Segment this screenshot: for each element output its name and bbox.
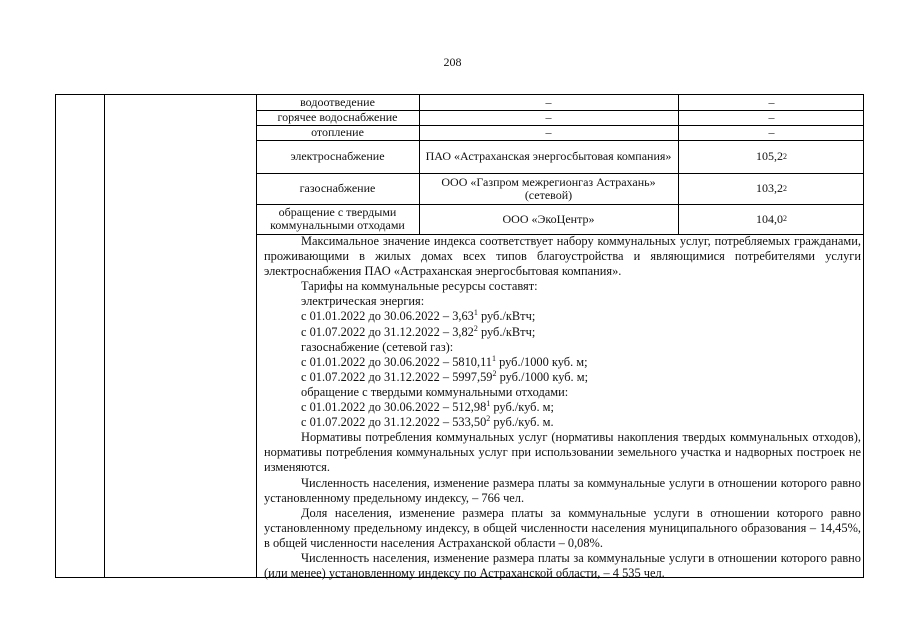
tariff-line: с 01.07.2022 до 31.12.2022 – 533,50$^2$ руб./куб. м.	[301, 414, 554, 430]
service-cell: водоотведение	[300, 95, 375, 109]
index-value: 104,0	[756, 211, 783, 226]
provider-cell: ПАО «Астраханская энергосбытовая компания»	[425, 149, 672, 163]
paragraph-share: Доля населения, изменение размера платы за коммунальные услуги в отношении которого равно установленному предельному индексу, в общей численности населения муниципального образования – 14,45%, в общей численности населения Астраханской области – 0,08%.	[264, 505, 861, 550]
paragraph-region: Численность населения, изменение размера платы за коммунальные услуги в отношении которого равно (или менее) установленному индексу по Астраханской области, – 4 535 чел.	[264, 550, 861, 581]
index-cell: 103,2 2	[756, 181, 787, 195]
service-cell: горячее водоснабжение	[277, 110, 398, 124]
paragraph-max-index: Максимальное значение индекса соответствует набору коммунальных услуг, потребляемых гражданами, проживающими в жилых домах всех типов благоустройства и являющимися потребителями услуги электроснабжения ПАО «Астраханская энергосбытовая компания».	[264, 234, 861, 279]
provider-cell: ООО «ЭкоЦентр»	[502, 211, 595, 226]
tariff-line: с 01.01.2022 до 30.06.2022 – 3,63$^1$ руб./кВтч;	[301, 308, 536, 324]
service-cell: обращение с твердыми коммунальными отходами	[270, 205, 405, 232]
service-cell: отопление	[311, 125, 364, 139]
tariff-line: с 01.07.2022 до 31.12.2022 – 5997,59$^2$ руб./1000 куб. м;	[301, 368, 589, 384]
page-number: 208	[443, 55, 462, 69]
provider-cell: –	[545, 125, 552, 139]
tariff-line: с 01.01.2022 до 30.06.2022 – 5810,11$^1$ руб./1000 куб. м;	[301, 353, 588, 369]
provider-cell: ООО «Газпром межрегионгаз Астрахань» (сетевой)	[441, 174, 656, 202]
index-cell: –	[768, 110, 775, 124]
tariffs-title: Тарифы на коммунальные ресурсы составят:	[301, 279, 538, 294]
tariff-line: с 01.01.2022 до 30.06.2022 – 512,98$^1$ руб./куб. м;	[301, 398, 554, 415]
gas-title: газоснабжение (сетевой газ):	[301, 339, 454, 354]
index-cell: 104,0 2	[756, 211, 787, 226]
index-cell: –	[768, 125, 775, 139]
service-cell: газоснабжение	[299, 181, 376, 195]
waste-title: обращение с твердыми коммунальными отходами:	[301, 384, 569, 399]
provider-cell: –	[545, 95, 552, 109]
body-text	[264, 234, 861, 581]
index-value: 103,2	[756, 181, 783, 195]
index-value: 105,2	[756, 149, 783, 163]
provider-cell: –	[545, 110, 552, 124]
electric-title: электрическая энергия:	[301, 294, 425, 309]
paragraph-norms: Нормативы потребления коммунальных услуг (нормативы накопления твердых коммунальных отходов), нормативы потребления коммунальных услуг при использовании земельного участка и надворных построек не изменяются.	[264, 430, 861, 475]
column-divider	[104, 95, 105, 577]
document-table	[55, 94, 864, 581]
service-cell: электроснабжение	[290, 149, 385, 163]
index-cell: –	[768, 95, 775, 109]
tariff-line: с 01.07.2022 до 31.12.2022 – 3,82$^2$ руб./кВтч;	[301, 323, 536, 339]
paragraph-population: Численность населения, изменение размера платы за коммунальные услуги в отношении которого равно установленному предельному индексу, – 766 чел.	[264, 475, 861, 505]
index-cell: 105,2 2	[756, 149, 787, 163]
